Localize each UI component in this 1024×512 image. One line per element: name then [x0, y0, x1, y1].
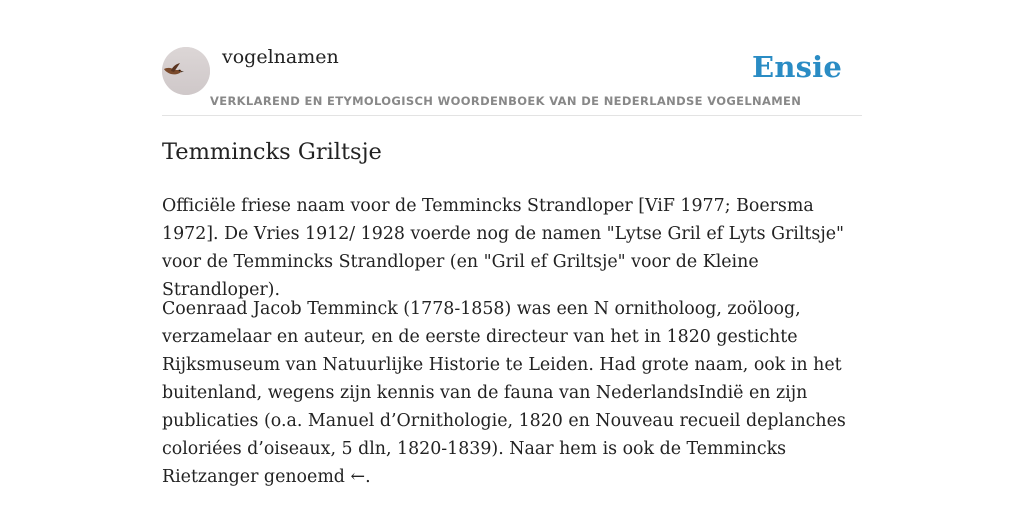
dictionary-subtitle: VERKLAREND EN ETYMOLOGISCH WOORDENBOEK VAN DE NEDERLANDSE VOGELNAMEN: [210, 94, 802, 108]
bird-photo-icon: [162, 47, 210, 95]
ensie-logo[interactable]: Ensie: [752, 50, 842, 84]
paragraph-end-period: .: [365, 467, 371, 487]
entry-paragraph-2: [162, 295, 867, 491]
entry-paragraph-1: Officiële friese naam voor de Temmincks Strandloper [ViF 1977; Boersma 1972]. De Vries 1912/ 1928 voerde nog de namen "Lytse Gril ef Lyts Griltsje" voor de Temmincks Strandloper (en "Gril ef Griltsje" voor de Kleine Strandloper).: [162, 196, 845, 300]
dictionary-name-link[interactable]: vogelnamen: [222, 46, 339, 68]
entry-title: Temmincks Griltsje: [162, 139, 382, 165]
header-divider: [162, 115, 862, 116]
back-arrow-link[interactable]: ←: [350, 467, 366, 487]
entry-paragraph-2-text: Coenraad Jacob Temminck (1778-1858) was een N ornitholoog, zoöloog, verzamelaar en auteur, en de eerste directeur van het in 1820 gestichte Rijksmuseum van Natuurlijke Historie te Leiden. Had grote naam, ook in het buitenland, wegens zijn kennis van de fauna van NederlandsIndië en zijn publicaties (o.a. Manuel d’Ornithologie, 1820 en Nouveau recueil deplanches coloriées d’oiseaux, 5 dln, 1820-1839). Naar hem is ook de Temmincks Rietzanger genoemd: [162, 299, 846, 487]
dictionary-avatar[interactable]: [162, 47, 210, 95]
